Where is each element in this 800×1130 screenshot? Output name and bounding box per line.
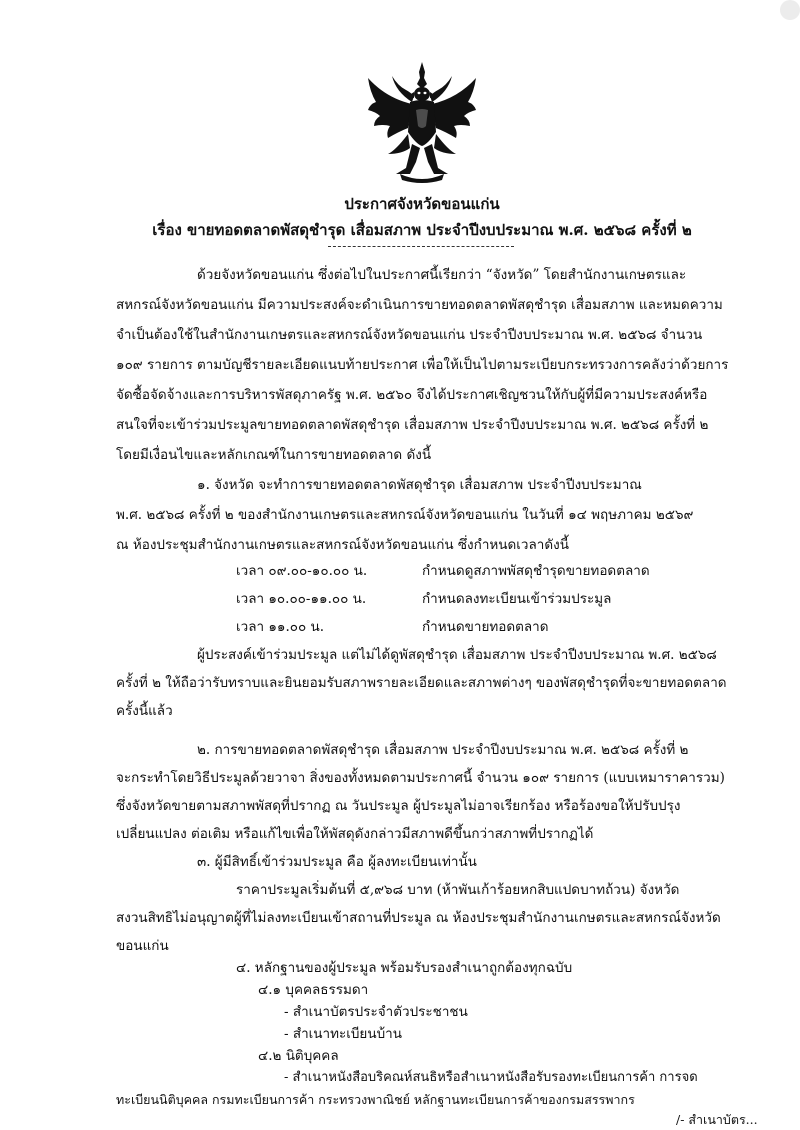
continuation-marker: /- สำเนาบัตร... (672, 1110, 758, 1130)
intro-line: โดยมีเงื่อนไขและหลักเกณฑ์ในการขายทอดตลาด ดังนี้ (116, 447, 432, 463)
schedule-time: เวลา ๐๙.๐๐-๑๐.๐๐ น. (236, 563, 368, 579)
item-3-note-line: สงวนสิทธิไม่อนุญาตผู้ที่ไม่ลงทะเบียนเข้าสถานที่ประมูล ณ ห้องประชุมสำนักงานเกษตรและสหกรณ์จังหวัด (116, 910, 721, 926)
item-1-note-line: ผู้ประสงค์เข้าร่วมประมูล แต่ไม่ได้ดูพัสดุชำรุด เสื่อมสภาพ ประจำปีงบประมาณ พ.ศ. ๒๕๖๘ (197, 647, 717, 663)
item-1-note-line: ครั้งนี้แล้ว (116, 703, 173, 719)
intro-line: ด้วยจังหวัดขอนแก่น ซึ่งต่อไปในประกาศนี้เรียกว่า “จังหวัด” โดยสำนักงานเกษตรและ (197, 267, 687, 283)
title-divider (328, 246, 514, 247)
garuda-emblem (366, 62, 478, 184)
item-4-2-line: - สำเนาหนังสือบริคณห์สนธิหรือสำเนาหนังสือรับรองทะเบียนการค้า การจด (284, 1070, 698, 1085)
item-1-line: พ.ศ. ๒๕๖๘ ครั้งที่ ๒ ของสำนักงานเกษตรและสหกรณ์จังหวัดขอนแก่น ในวันที่ ๑๔ พฤษภาคม ๒๕๖๙ (116, 507, 694, 523)
scan-mark (780, 0, 800, 20)
item-3-note-line: ราคาประมูลเริ่มต้นที่ ๕,๙๖๘ บาท (ห้าพันเก้าร้อยหกสิบแปดบาทถ้วน) จังหวัด (236, 882, 680, 898)
item-1-line: ณ ห้องประชุมสำนักงานเกษตรและสหกรณ์จังหวัดขอนแก่น ซึ่งกำหนดเวลาดังนี้ (116, 537, 569, 553)
intro-line: จำเป็นต้องใช้ในสำนักงานเกษตรและสหกรณ์จังหวัดขอนแก่น ประจำปีงบประมาณ พ.ศ. ๒๕๖๘ จำนวน (116, 327, 703, 343)
schedule-time: เวลา ๑๐.๐๐-๑๑.๐๐ น. (236, 591, 367, 607)
item-2-line: เปลี่ยนแปลง ต่อเติม หรือแก้ไขเพื่อให้พัสดุดังกล่าวมีสภาพดีขึ้นกว่าสภาพที่ปรากฏได้ (116, 826, 594, 842)
item-1-line: ๑. จังหวัด จะทำการขายทอดตลาดพัสดุชำรุด เสื่อมสภาพ ประจำปีงบประมาณ (197, 477, 642, 493)
schedule-desc: กำหนดลงทะเบียนเข้าร่วมประมูล (422, 591, 612, 607)
intro-line: จัดซื้อจัดจ้างและการบริหารพัสดุภาครัฐ พ.ศ. ๒๕๖๐ จึงได้ประกาศเชิญชวนให้กับผู้ที่มีความประสงค์หรือ (116, 387, 708, 403)
item-4-1-heading: ๔.๑ บุคคลธรรมดา (258, 982, 369, 998)
intro-line: ๑๐๙ รายการ ตามบัญชีรายละเอียดแนบท้ายประกาศ เพื่อให้เป็นไปตามระเบียบกระทรวงการคลังว่าด้วยการ (116, 357, 729, 373)
intro-line: สนใจที่จะเข้าร่วมประมูลขายทอดตลาดพัสดุชำรุด เสื่อมสภาพ ประจำปีงบประมาณ พ.ศ. ๒๕๖๘ ครั้งที่ ๒ (116, 417, 709, 433)
announcement-title: ประกาศจังหวัดขอนแก่น (344, 195, 500, 213)
item-2-line: ๒. การขายทอดตลาดพัสดุชำรุด เสื่อมสภาพ ประจำปีงบประมาณ พ.ศ. ๒๕๖๘ ครั้งที่ ๒ (197, 742, 689, 758)
schedule-desc: กำหนดดูสภาพพัสดุชำรุดขายทอดตลาด (422, 563, 650, 579)
schedule-row (236, 589, 796, 609)
item-4-1-entry: - สำเนาบัตรประจำตัวประชาชน (284, 1004, 468, 1020)
item-2-line: ซึ่งจังหวัดขายตามสภาพพัสดุที่ปรากฏ ณ วันประมูล ผู้ประมูลไม่อาจเรียกร้อง หรือร้องขอให้ปรับปรุง (116, 798, 681, 814)
intro-line: สหกรณ์จังหวัดขอนแก่น มีความประสงค์จะดำเนินการขายทอดตลาดพัสดุชำรุด เสื่อมสภาพ และหมดความ (116, 297, 723, 313)
schedule-desc: กำหนดขายทอดตลาด (422, 619, 549, 635)
item-1-note-line: ครั้งที่ ๒ ให้ถือว่ารับทราบและยินยอมรับสภาพรายละเอียดและสภาพต่างๆ ของพัสดุชำรุดที่จะขายทอดตลาด (116, 675, 727, 691)
item-3-note-line: ขอนแก่น (116, 938, 169, 954)
item-4-2-line: ทะเบียนนิติบุคคล กรมทะเบียนการค้า กระทรวงพาณิชย์ หลักฐานทะเบียนการค้าของกรมสรรพากร (116, 1092, 635, 1107)
item-4-line: ๔. หลักฐานของผู้ประมูล พร้อมรับรองสำเนาถูกต้องทุกฉบับ (236, 960, 573, 976)
schedule-row (236, 561, 796, 581)
item-2-line: จะกระทำโดยวิธีประมูลด้วยวาจา สิ่งของทั้งหมดตามประกาศนี้ จำนวน ๑๐๙ รายการ (แบบเหมาราคารวม) (116, 770, 725, 786)
item-4-2-heading: ๔.๒ นิติบุคคล (258, 1048, 339, 1064)
schedule-time: เวลา ๑๑.๐๐ น. (236, 619, 325, 635)
schedule-row (236, 617, 796, 637)
announcement-subject: เรื่อง ขายทอดตลาดพัสดุชำรุด เสื่อมสภาพ ประจำปีงบประมาณ พ.ศ. ๒๕๖๘ ครั้งที่ ๒ (152, 221, 692, 239)
item-4-1-entry: - สำเนาทะเบียนบ้าน (284, 1026, 402, 1042)
item-3-line: ๓. ผู้มีสิทธิ์เข้าร่วมประมูล คือ ผู้ลงทะเบียนเท่านั้น (197, 854, 477, 870)
